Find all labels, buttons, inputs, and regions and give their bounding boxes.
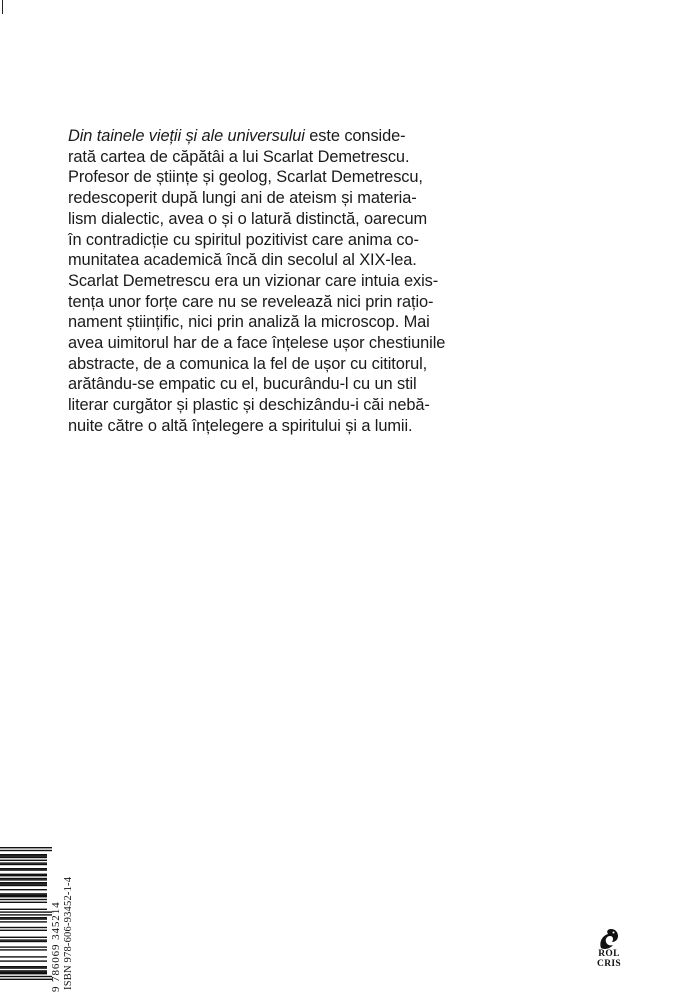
back-cover-blurb	[68, 126, 474, 437]
barcode-bar	[0, 868, 47, 869]
barcode-bar	[0, 930, 47, 931]
barcode-bar	[0, 885, 47, 886]
barcode-bar	[0, 973, 47, 974]
barcode-bar	[0, 937, 47, 938]
barcode-bar	[0, 902, 47, 903]
ean-digits: 9 786069 345214	[50, 901, 62, 992]
barcode-bar	[0, 909, 47, 910]
barcode-bar	[0, 882, 47, 883]
barcode-bar	[0, 862, 47, 863]
barcode-bar	[0, 847, 52, 848]
barcode-bar	[0, 869, 47, 870]
blurb-line: munitatea academică încă din secolul al XIX-lea.	[68, 251, 417, 270]
barcode-bar	[0, 917, 47, 918]
blurb-line: tența unor forțe care nu se revelează nici prin rațio-	[68, 292, 434, 311]
isbn-barcode	[0, 842, 76, 992]
barcode-bar	[0, 895, 47, 896]
barcode-bar	[0, 949, 47, 950]
blurb-line: nament științific, nici prin analiză la microscop. Mai	[68, 313, 430, 332]
blurb-line: nuite către o altă înțelegere a spiritului și a lumii.	[68, 416, 413, 435]
barcode-bar	[0, 896, 47, 897]
barcode-bar	[0, 893, 47, 894]
blurb-line: abstracte, de a comunica la fel de ușor cu cititorul,	[68, 354, 428, 373]
blurb-line: redescoperit după lungi ani de ateism și materia-	[68, 189, 417, 208]
barcode-bar	[0, 956, 47, 957]
publisher-name-line1: ROL	[598, 949, 620, 959]
barcode-bar	[0, 972, 47, 973]
barcode-bar	[0, 921, 47, 922]
barcode-bar	[0, 918, 47, 919]
barcode-bar	[0, 939, 47, 940]
barcode-bar	[0, 979, 52, 980]
barcode-bar	[0, 889, 47, 890]
crop-mark	[2, 0, 3, 14]
blurb-line: lism dialectic, avea o și o latură distinctă, oarecum	[68, 209, 428, 228]
barcode-bar	[0, 850, 52, 851]
barcode-bar	[0, 967, 47, 968]
barcode-bar	[0, 914, 52, 915]
barcode-bars	[0, 842, 52, 992]
barcode-bar	[0, 883, 47, 884]
blurb-line: Profesor de științe și geolog, Scarlat Demetrescu,	[68, 168, 423, 187]
isbn-number: ISBN 978-606-93452-1-4	[63, 876, 74, 990]
publisher-name-line2: CRIS	[597, 958, 621, 969]
blurb-line: arătându-se empatic cu el, bucurându-l cu un stil	[68, 375, 417, 394]
barcode-bar	[0, 970, 47, 971]
barcode-bar	[0, 941, 47, 942]
blurb-line: Din tainele vieții și ale universului este conside-	[68, 127, 406, 145]
blurb-line: Scarlat Demetrescu era un vizionar care intuia exis-	[68, 271, 439, 290]
blurb-line: în contradicție cu spiritul pozitivist care anima co-	[68, 230, 419, 249]
barcode-bar	[0, 875, 47, 876]
barcode-bar	[0, 857, 47, 858]
barcode-bar	[0, 927, 47, 928]
barcode-bar	[0, 855, 47, 856]
barcode-bar	[0, 911, 52, 912]
barcode-bar	[0, 966, 47, 967]
barcode-bar	[0, 854, 47, 855]
blurb-line: avea uimitorul har de a face înțelese ușor chestiunile	[68, 334, 446, 353]
barcode-bar	[0, 879, 47, 880]
barcode-bar	[0, 946, 47, 947]
barcode-bar	[0, 899, 47, 900]
barcode-bar	[0, 864, 47, 865]
barcode-bar	[0, 960, 47, 961]
barcode-bar	[0, 874, 47, 875]
publisher-logo	[589, 928, 629, 978]
barcode-bar	[0, 878, 47, 879]
barcode-bar	[0, 976, 52, 977]
publisher-emblem-icon	[597, 928, 621, 950]
book-title: Din tainele vieții și ale universului	[68, 127, 305, 145]
barcode-bar	[0, 860, 47, 861]
blurb-line: literar curgător și plastic și deschizându-i căi nebă-	[68, 396, 430, 415]
blurb-line: rată cartea de căpătâi a lui Scarlat Demetrescu.	[68, 147, 410, 166]
